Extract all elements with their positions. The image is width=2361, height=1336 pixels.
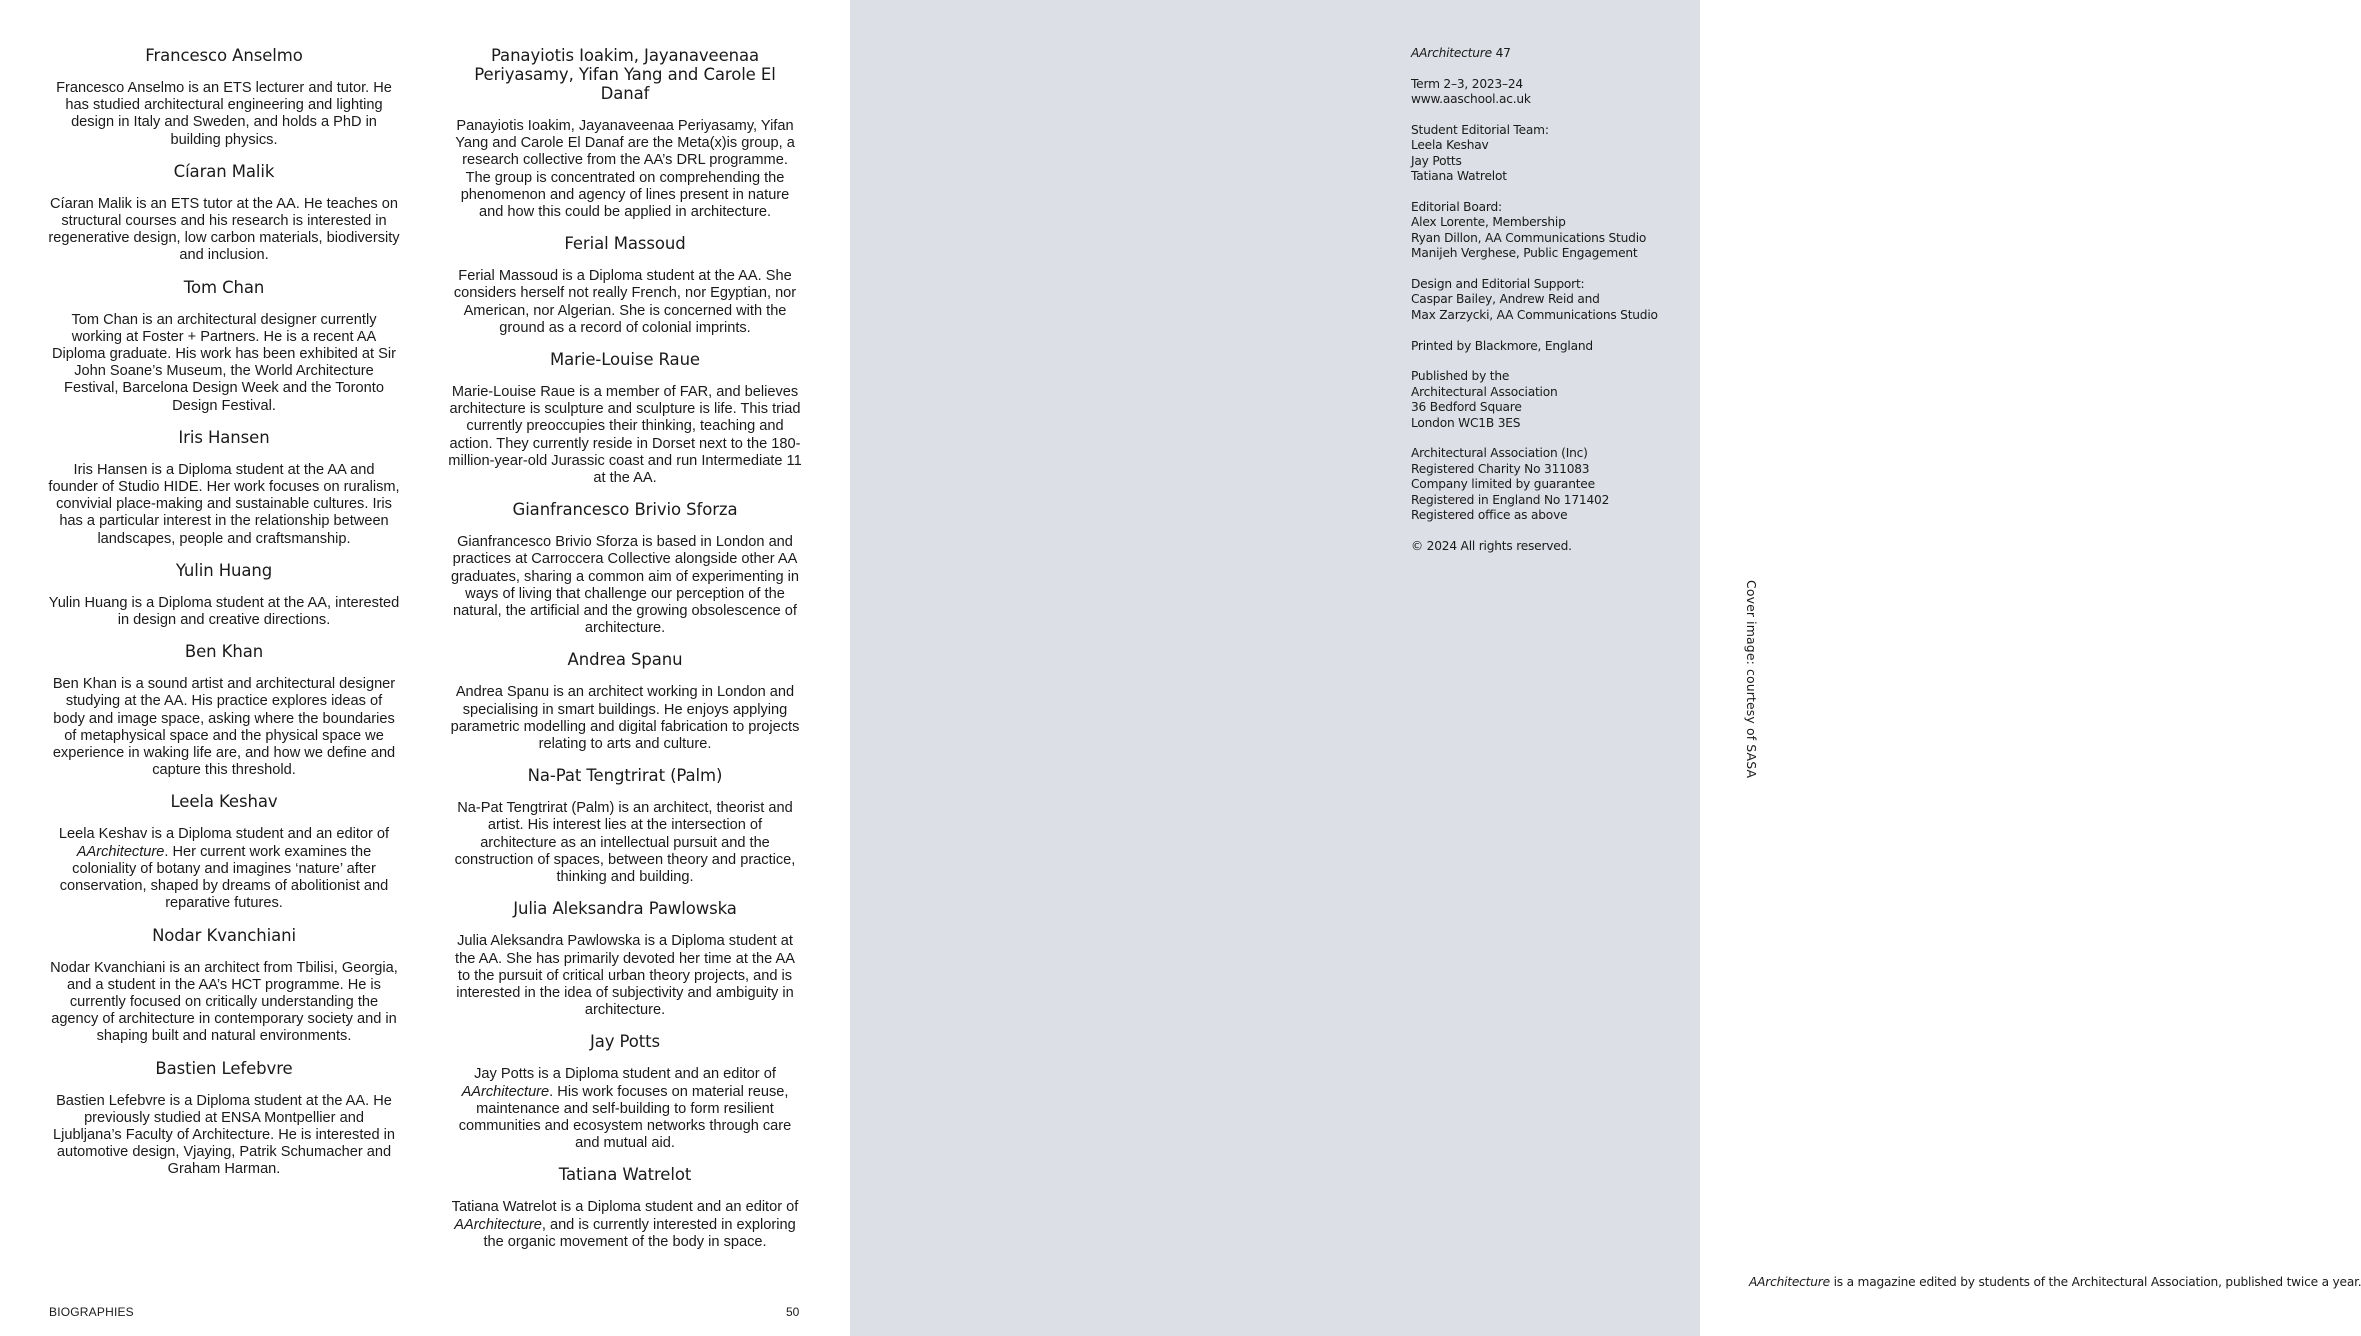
magazine-description-text: is a magazine edited by students of the Architectural Association, published twice a year. <box>1829 1275 2361 1289</box>
biography-name: Ben Khan <box>184 642 264 662</box>
colophon-line: www.aaschool.ac.uk <box>1411 92 1531 107</box>
colophon-line: © 2024 All rights reserved. <box>1411 538 1572 553</box>
biography-name: Andrea Spanu <box>567 650 683 670</box>
biography-text: Cíaran Malik is an ETS tutor at the AA. He teaches on structural courses and his research is interested in regenerative design, low carbon materials, biodiversity and inclusion. <box>48 195 400 264</box>
colophon-block <box>1411 277 1691 323</box>
biography-entry <box>48 162 400 265</box>
left-page <box>0 0 850 1336</box>
colophon-line: Ryan Dillon, AA Communications Studio <box>1411 230 1647 245</box>
biography-text: Leela Keshav is a Diploma student and an editor of AArchitecture. Her current work examines the coloniality of botany and imagines ‘nature’ after conservation, shaped by dreams of abolitionist and reparative futures. <box>58 826 390 912</box>
colophon-line: Caspar Bailey, Andrew Reid and <box>1411 292 1600 307</box>
colophon-block <box>1411 446 1691 523</box>
colophon-line: Term 2–3, 2023–24 <box>1411 76 1523 91</box>
colophon-line: Editorial Board: <box>1411 200 1502 215</box>
colophon-line: Registered Charity No 311083 <box>1411 461 1590 476</box>
biography-name: Leela Keshav <box>170 792 278 812</box>
biography-name: Gianfrancesco Brivio Sforza <box>512 500 738 520</box>
biography-name: Cíaran Malik <box>173 161 275 181</box>
biography-entry <box>448 766 802 886</box>
biography-entry <box>48 278 400 415</box>
colophon-line: Max Zarzycki, AA Communications Studio <box>1411 307 1658 322</box>
colophon-line: AArchitecture 47 <box>1411 46 1511 60</box>
biography-text: Iris Hansen is a Diploma student at the AA and founder of Studio HIDE. Her work focuses on ruralism, convivial place-making and sustainable cultures. Iris has a particular interest in the relationship between landscapes, people and craftsmanship. <box>48 461 400 547</box>
biography-entry <box>48 926 400 1046</box>
biography-name: Yulin Huang <box>175 560 273 580</box>
biography-name: Tatiana Watrelot <box>558 1165 692 1185</box>
biography-text: Na-Pat Tengtrirat (Palm) is an architect, theorist and artist. His interest lies at the intersection of architecture as an intellectual pursuit and the construction of spaces, between theory and practice, thinking and building. <box>454 800 796 886</box>
biography-text: Ferial Massoud is a Diploma student at the AA. She considers herself not really French, nor Egyptian, nor American, nor Algerian. She is concerned with the ground as a record of colonial imprints. <box>453 268 797 336</box>
biography-entry <box>448 350 802 487</box>
colophon-line: Alex Lorente, Membership <box>1411 215 1566 230</box>
colophon-line: Leela Keshav <box>1411 138 1489 153</box>
biography-text: Francesco Anselmo is an ETS lecturer and tutor. He has studied architectural engineering and lighting design in Italy and Sweden, and holds a PhD in building physics. <box>56 80 392 148</box>
colophon-block <box>1411 46 1691 61</box>
colophon-line: Registered in England No 171402 <box>1411 492 1610 507</box>
biography-entry <box>448 1032 802 1152</box>
colophon-block <box>1411 339 1691 354</box>
colophon-line: Student Editorial Team: <box>1411 123 1549 137</box>
colophon-line: Architectural Association <box>1411 384 1558 399</box>
biography-text: Tom Chan is an architectural designer currently working at Foster + Partners. He is a recent AA Diploma graduate. His work has been exhibited at Sir John Soane’s Museum, the World Architecture Festival, Barcelona Design Week and the Toronto Design Festival. <box>52 311 396 414</box>
biography-entry <box>48 642 400 779</box>
biography-entry <box>48 792 400 912</box>
magazine-description <box>1749 1275 2361 1289</box>
biography-text: Julia Aleksandra Pawlowska is a Diploma student at the AA. She has primarily devoted her time at the AA to the pursuit of critical urban theory projects, and is interested in the idea of subjectivity and ambiguity in architecture. <box>455 933 795 1019</box>
colophon-line: Company limited by guarantee <box>1411 477 1595 492</box>
biography-name: Nodar Kvanchiani <box>152 925 296 945</box>
biography-entry <box>448 899 802 1019</box>
biography-entry <box>48 561 400 629</box>
biography-entry <box>448 234 802 337</box>
colophon-line: Published by the <box>1411 369 1510 384</box>
colophon-block <box>1411 123 1691 185</box>
colophon-block <box>1411 539 1691 554</box>
biography-name: Bastien Lefebvre <box>155 1058 293 1078</box>
biography-text: Tatiana Watrelot is a Diploma student and an editor of AArchitecture, and is currently interested in exploring the organic movement of the body in space. <box>451 1199 799 1250</box>
magazine-title: AArchitecture <box>1749 1275 1830 1289</box>
biography-text: Ben Khan is a sound artist and architectural designer studying at the AA. His practice explores ideas of body and image space, asking where the boundaries of metaphysical space and the physical space we experience in waking life are, and how we define and capture this threshold. <box>52 676 396 779</box>
colophon-line: Tatiana Watrelot <box>1411 169 1507 184</box>
biography-text: Marie-Louise Raue is a member of FAR, and believes architecture is sculpture and sculpture is life. This triad currently preoccupies their thinking, teaching and action. They currently reside in Dorset next to the 180-million-year-old Jurassic coast and run Intermediate 11 at the AA. <box>448 384 802 487</box>
biography-name: Marie-Louise Raue <box>550 350 700 370</box>
colophon <box>1411 46 1691 570</box>
colophon-line: 36 Bedford Square <box>1411 400 1522 415</box>
biography-entry <box>48 428 400 548</box>
colophon-line: London WC1B 3ES <box>1411 415 1521 430</box>
colophon-line: Jay Potts <box>1411 153 1462 168</box>
biography-text: Yulin Huang is a Diploma student at the AA, interested in design and creative directions. <box>48 594 400 629</box>
colophon-block <box>1411 369 1691 431</box>
biography-entry <box>448 500 802 637</box>
biography-text: Jay Potts is a Diploma student and an editor of AArchitecture. His work focuses on material reuse, maintenance and self-building to form resilient communities and ecosystem networks through care and mutual aid. <box>458 1066 792 1152</box>
biography-entry <box>48 1059 400 1179</box>
colophon-line: Design and Editorial Support: <box>1411 277 1585 292</box>
biography-name: Jay Potts <box>589 1032 661 1052</box>
biography-name: Na-Pat Tengtrirat (Palm) <box>527 766 723 786</box>
biographies-column-1 <box>48 46 400 1192</box>
section-label: BIOGRAPHIES <box>49 1305 134 1319</box>
colophon-block <box>1411 77 1691 108</box>
colophon-line: Manijeh Verghese, Public Engagement <box>1411 246 1638 261</box>
page-number: 50 <box>786 1305 800 1319</box>
biography-entry <box>448 650 802 753</box>
biography-text: Nodar Kvanchiani is an architect from Tbilisi, Georgia, and a student in the AA’s HCT programme. He is currently focused on critically understanding the agency of architecture in contemporary society and in shaping built and natural environments. <box>50 959 398 1045</box>
biography-text: Panayiotis Ioakim, Jayanaveenaa Periyasamy, Yifan Yang and Carole El Danaf are the Meta(x)is group, a research collective from the AA’s DRL programme. The group is concentrated on comprehending the phenomenon and agency of lines present in nature and how this could be applied in architecture. <box>455 118 795 221</box>
biography-name: Francesco Anselmo <box>145 46 303 65</box>
colophon-line: Registered office as above <box>1411 508 1568 523</box>
biography-text: Andrea Spanu is an architect working in London and specialising in smart buildings. He enjoys applying parametric modelling and digital fabrication to projects relating to arts and culture. <box>450 684 800 753</box>
biography-name: Ferial Massoud <box>564 234 686 254</box>
biography-entry <box>48 46 400 149</box>
colophon-block <box>1411 200 1691 262</box>
biographies-column-2 <box>448 46 802 1264</box>
cover-image-credit: Cover image: courtesy of SASA <box>1744 580 1759 779</box>
biography-name: Julia Aleksandra Pawlowska <box>513 899 737 919</box>
biography-entry <box>448 46 802 221</box>
biography-name: Iris Hansen <box>178 427 270 447</box>
biography-name: Panayiotis Ioakim, Jayanaveenaa Periyasamy, Yifan Yang and Carole El Danaf <box>474 46 776 103</box>
biography-text: Gianfrancesco Brivio Sforza is based in London and practices at Carroccera Collective alongside other AA graduates, sharing a common aim of experimenting in ways of living that challenge our perception of the natural, the artificial and the growing obsolescence of architecture. <box>451 534 799 637</box>
colophon-line: Architectural Association (Inc) <box>1411 446 1588 461</box>
biography-entry <box>448 1165 802 1251</box>
biography-text: Bastien Lefebvre is a Diploma student at the AA. He previously studied at ENSA Montpellier and Ljubljana’s Faculty of Architecture. He is interested in automotive design, Vjaying, Patrik Schumacher and Graham Harman. <box>52 1092 396 1178</box>
biography-name: Tom Chan <box>183 277 265 297</box>
colophon-line: Printed by Blackmore, England <box>1411 338 1593 353</box>
